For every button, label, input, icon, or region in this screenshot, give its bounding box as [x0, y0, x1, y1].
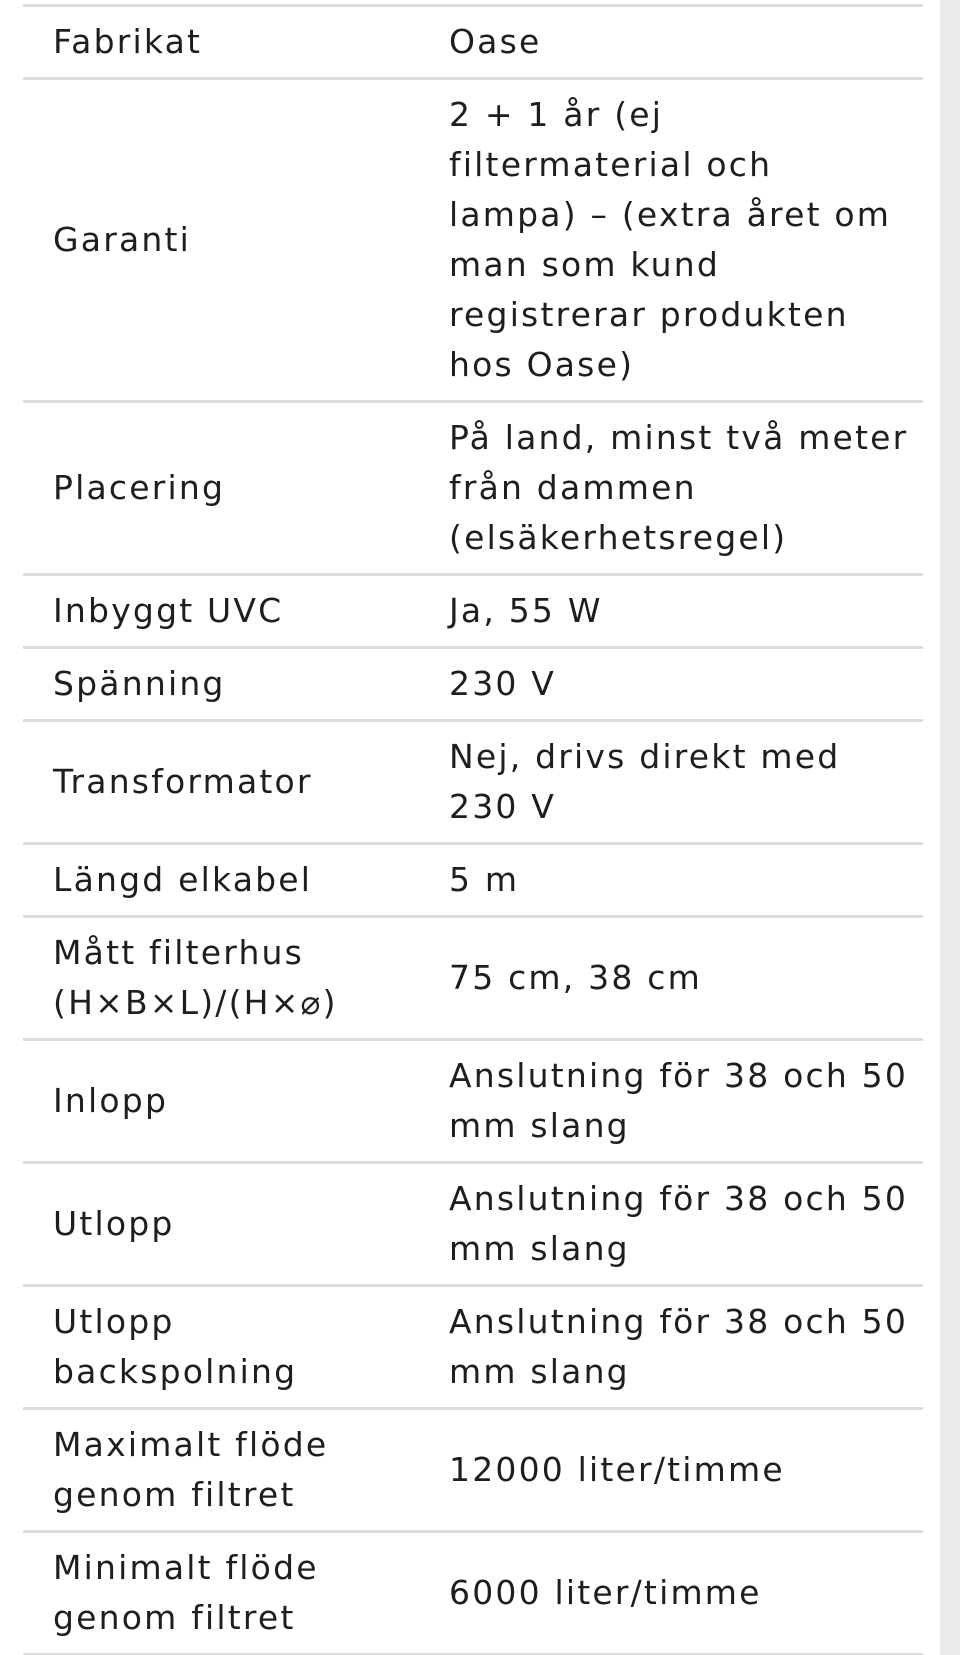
- spec-value: 6000 liter/timme: [449, 1573, 762, 1612]
- spec-label: Minimalt flöde genom filtret: [53, 1548, 319, 1637]
- spec-label: Längd elkabel: [53, 860, 313, 899]
- table-row: [23, 844, 923, 917]
- spec-value: 12000 liter/timme: [449, 1450, 785, 1489]
- table-row: [23, 1409, 923, 1532]
- spec-value: 5 m: [449, 860, 520, 899]
- spec-label: Mått filterhus (H×B×L)/(H×⌀): [53, 933, 338, 1022]
- table-row: [23, 575, 923, 648]
- spec-label: Inbyggt UVC: [53, 591, 284, 630]
- spec-label: Spänning: [53, 664, 226, 703]
- table-row: [23, 1532, 923, 1655]
- spec-label: Inlopp: [53, 1081, 169, 1120]
- spec-label: Placering: [53, 468, 226, 507]
- spec-label: Fabrikat: [53, 22, 203, 61]
- spec-label: Utlopp backspolning: [53, 1302, 298, 1391]
- spec-value: 75 cm, 38 cm: [449, 958, 702, 997]
- spec-value: Nej, drivs direkt med 230 V: [449, 737, 841, 826]
- table-row: [23, 6, 923, 79]
- table-row: [23, 917, 923, 1040]
- table-row: [23, 648, 923, 721]
- spec-value: Ja, 55 W: [449, 591, 603, 630]
- spec-value: 2 + 1 år (ej filtermaterial och lampa) – (extra året om man som kund registrerar produkten hos Oase): [449, 95, 892, 384]
- spec-value: Oase: [449, 22, 542, 61]
- spec-value: 230 V: [449, 664, 557, 703]
- table-row: [23, 79, 923, 402]
- specifications-table: [23, 4, 923, 1655]
- spec-value: På land, minst två meter från dammen (elsäkerhetsregel): [449, 418, 909, 557]
- spec-value: Anslutning för 38 och 50 mm slang: [449, 1056, 909, 1145]
- spec-label: Utlopp: [53, 1204, 175, 1243]
- table-row: [23, 1040, 923, 1163]
- table-row: [23, 1163, 923, 1286]
- spec-label: Maximalt flöde genom filtret: [53, 1425, 329, 1514]
- spec-value: Anslutning för 38 och 50 mm slang: [449, 1179, 909, 1268]
- spec-label: Garanti: [53, 220, 192, 259]
- spec-value: Anslutning för 38 och 50 mm slang: [449, 1302, 909, 1391]
- table-row: [23, 402, 923, 575]
- table-row: [23, 1286, 923, 1409]
- spec-label: Transformator: [53, 762, 313, 801]
- table-row: [23, 721, 923, 844]
